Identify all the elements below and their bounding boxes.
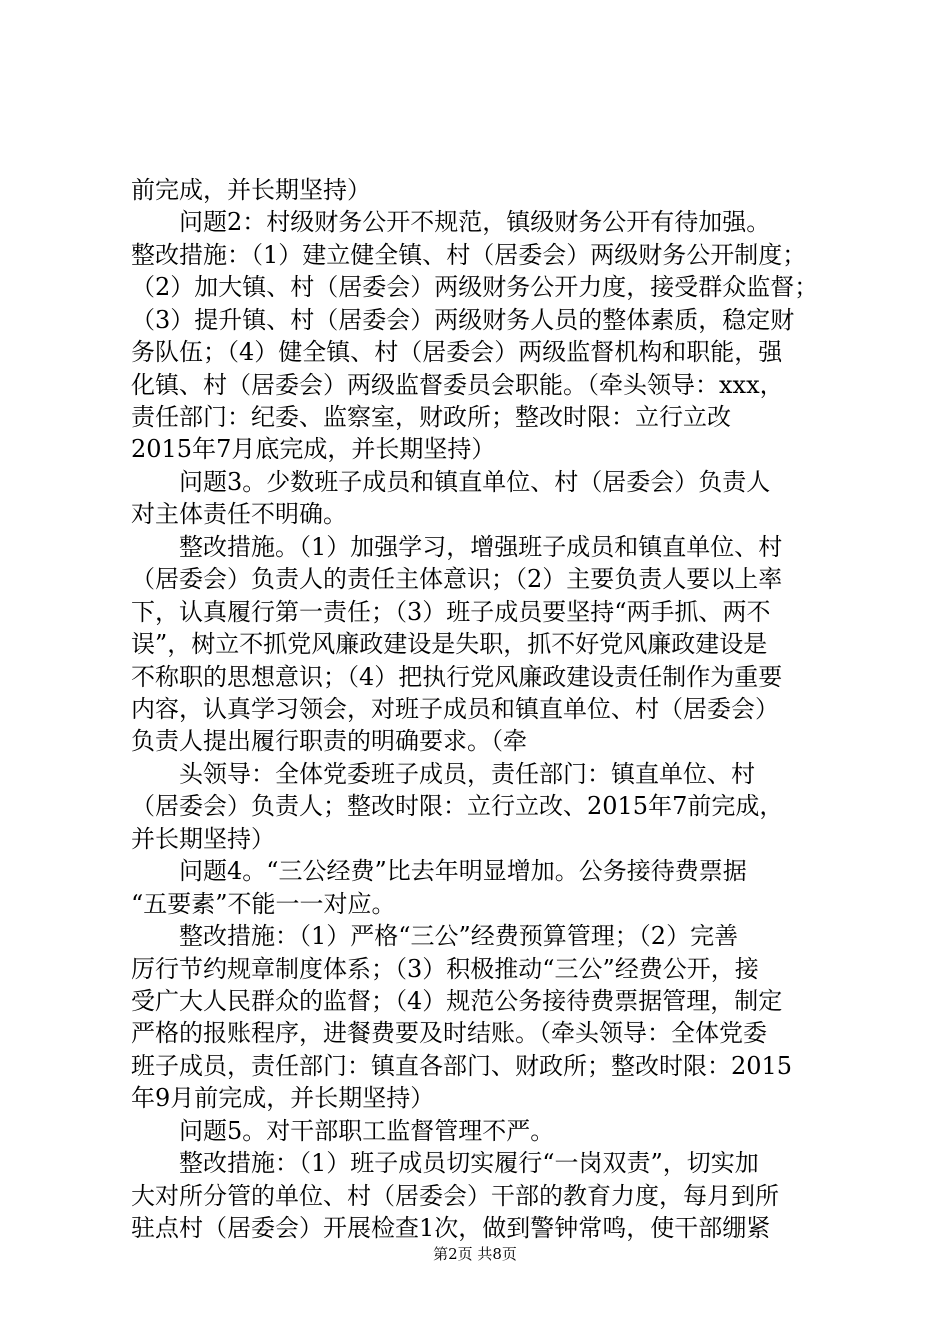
- text-line: 负责人提出履行职责的明确要求。（牵: [131, 727, 527, 755]
- text-line: 班子成员，责任部门：镇直各部门、财政所；整改时限：2015: [131, 1052, 793, 1080]
- text-line: 驻点村（居委会）开展检查1次，做到警钟常鸣，使干部绷紧: [131, 1214, 771, 1242]
- text-line: 并长期坚持）: [131, 825, 275, 853]
- text-line: 问题3。少数班子成员和镇直单位、村（居委会）负责人: [131, 468, 771, 496]
- text-line: 问题2：村级财务公开不规范，镇级财务公开有待加强。: [131, 208, 771, 236]
- text-line: 前完成，并长期坚持）: [131, 176, 371, 204]
- text-line: 内容，认真学习领会，对班子成员和镇直单位、村（居委会）: [131, 695, 779, 723]
- text-line: 不称职的思想意识；（4）把执行党风廉政建设责任制作为重要: [131, 663, 783, 691]
- text-line: 严格的报账程序，进餐费要及时结账。（牵头领导：全体党委: [131, 1019, 767, 1047]
- text-line: 2015年7月底完成，并长期坚持）: [131, 435, 496, 463]
- page-number-footer: 第2页 共8页: [433, 1245, 517, 1263]
- text-line: 年9月前完成，并长期坚持）: [131, 1084, 435, 1112]
- text-line: 头领导：全体党委班子成员，责任部门：镇直单位、村: [131, 760, 755, 788]
- text-line: 化镇、村（居委会）两级监督委员会职能。（牵头领导：xxx，: [131, 371, 784, 399]
- text-line: 整改措施：（1）建立健全镇、村（居委会）两级财务公开制度；: [131, 241, 807, 269]
- text-line: 整改措施：（1）严格“三公”经费预算管理；（2）完善: [131, 922, 739, 950]
- text-line: 大对所分管的单位、村（居委会）干部的教育力度，每月到所: [131, 1182, 779, 1210]
- text-line: 责任部门：纪委、监察室，财政所；整改时限：立行立改: [131, 403, 731, 431]
- text-line: 整改措施。（1）加强学习，增强班子成员和镇直单位、村: [131, 533, 783, 561]
- text-line: 受广大人民群众的监督；（4）规范公务接待费票据管理，制定: [131, 987, 783, 1015]
- text-line: （居委会）负责人；整改时限：立行立改、2015年7前完成，: [131, 792, 784, 820]
- text-line: （2）加大镇、村（居委会）两级财务公开力度，接受群众监督；: [131, 273, 819, 301]
- text-line: 对主体责任不明确。: [131, 500, 347, 528]
- text-line: 整改措施：（1）班子成员切实履行“一岗双责”，切实加: [131, 1149, 759, 1177]
- text-line: “五要素”不能一一对应。: [131, 890, 396, 918]
- text-line: 问题4。“三公经费”比去年明显增加。公务接待费票据: [131, 857, 747, 885]
- text-line: （居委会）负责人的责任主体意识；（2）主要负责人要以上率: [131, 565, 783, 593]
- text-line: 误”，树立不抓党风廉政建设是失职，抓不好党风廉政建设是: [131, 630, 768, 658]
- text-line: 下，认真履行第一责任；（3）班子成员要坚持“两手抓、两不: [131, 598, 771, 626]
- text-line: 问题5。对干部职工监督管理不严。: [131, 1117, 555, 1145]
- text-line: （3）提升镇、村（居委会）两级财务人员的整体素质，稳定财: [131, 306, 795, 334]
- text-line: 厉行节约规章制度体系；（3）积极推动“三公”经费公开，接: [131, 955, 759, 983]
- text-line: 务队伍；（4）健全镇、村（居委会）两级监督机构和职能，强: [131, 338, 783, 366]
